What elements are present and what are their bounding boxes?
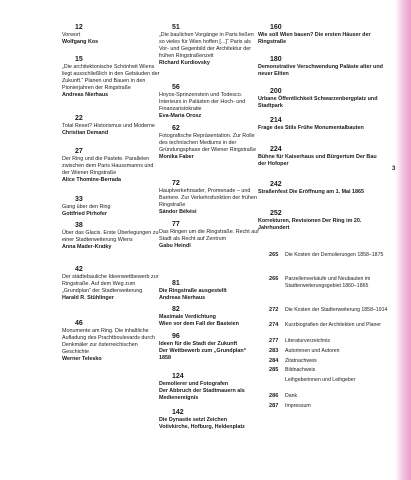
entry-author: Richard Kurdiovsky [159,59,210,66]
entry-author: Monika Faber [159,153,194,160]
entry-author: Sándor Békési [159,208,197,215]
entry-title: Der Ring und die Pastete. Parallelen zwischen dem Paris Haussmanns und der Wiener Ringstraße [62,156,154,176]
entry-author: Gottfried Pirhofer [62,210,107,217]
appendix-title: Impressum [285,403,311,409]
entry-subtitle: Der Wettbewerb zum „Grundplan“ 1858 [159,347,247,361]
entry-title: Hauptverkehrsader, Promenade – und Barriere. Zur Verkehrsfunktion der frühen Ringstraße [159,188,257,208]
entry-title: Gang über den Ring [62,204,111,210]
page-ref: 15 [75,56,83,63]
page-ref: 42 [75,266,83,273]
entry-title: Hoyos-Sprinzenstein und Todesco. Interieurs in Palästen der Hoch- und Finanzaristokratie [159,92,246,112]
page-ref: 96 [172,333,180,340]
toc-entry[interactable] [62,56,160,99]
page-edge-decoration [395,0,411,480]
page-ref: 265 [269,252,279,258]
page-ref: 242 [270,181,282,188]
toc-entry[interactable] [62,24,160,46]
appendix-title: Kurzbiografien der Architekten und Planer [285,322,382,328]
toc-entry[interactable] [62,148,160,184]
entry-title: Ideen für die Stadt der Zukunft [159,341,238,347]
entry-author: Gabu Heindl [159,242,191,249]
toc-entry[interactable] [159,280,259,302]
toc-entry[interactable] [62,222,160,251]
entry-title: Vorwort [62,32,81,38]
appendix-title: Leihgeberinnen und Leihgeber [285,377,356,383]
entry-title: Der städtebauliche Ideenwettbewerb zur Ringstraße. Auf dem Weg zum „Grundplan“ der Stadterweiterung [62,274,159,294]
toc-entry[interactable] [159,84,259,120]
page-ref: 277 [269,338,279,344]
appendix-title: Literaturverzeichnis [285,338,330,344]
toc-entry[interactable] [258,117,383,132]
toc-entry[interactable] [62,266,160,302]
toc-entry[interactable] [62,196,160,218]
page-ref: 22 [75,115,83,122]
entry-author: Andreas Nierhaus [159,294,206,301]
entry-title: „Die architektonische Schönheit Wiens liegt ausschließlich in den Gebäuden der Zukunft.“ Planen und Bauen in den Pionierjahren der Ringstraße [62,64,160,91]
entry-subtitle: Votivkirche, Hofburg, Heldenplatz [159,423,245,430]
toc-entry[interactable] [159,409,259,431]
page-ref: 252 [270,210,282,217]
page-ref: 46 [75,320,83,327]
entry-title: Die Dynastie setzt Zeichen [159,417,228,423]
entry-title: Fotografische Repräsentation. Zur Rolle des technischen Mediums in der Gründungsphase der Wiener Ringstraße [159,133,257,153]
entry-author: Eva-Maria Orosz [159,112,202,119]
entry-subtitle: Der Abbruch der Stadtmauern als Medienereignis [159,387,245,401]
entry-title: Das Ringen um die Ringstraße. Recht auf Stadt als Recht auf Zentrum [159,229,259,242]
page-ref: 56 [172,84,180,91]
page-ref: 51 [172,24,180,31]
entry-title: Frage des Stils Frühe Monumentalbauten [258,125,364,131]
page-ref: 124 [172,373,184,380]
page-ref: 77 [172,221,180,228]
appendix-title: Die Kosten der Stadterweiterung 1858–1914 [285,307,388,313]
page-ref: 274 [269,322,279,328]
toc-entry[interactable] [258,210,383,232]
entry-title: Bühne für Kaiserhaus und Bürgertum Der Bau der Hofoper [258,154,377,167]
entry-author: Anna Mader-Kratky [62,243,112,250]
entry-title: „Die baulichen Vorgänge in Paris ließen so vieles für Wien hoffen [...]“ Paris als Vor- und Gegenbild der Architektur der frühen Ringstraßenzeit [159,32,254,59]
appendix-title: Autorinnen und Autoren [285,348,340,354]
page-ref: 272 [269,307,279,313]
entry-title: Urbane Öffentlichkeit Schwarzenbergplatz und Stadtpark [258,96,378,109]
page-ref: 62 [172,125,180,132]
page-ref: 81 [172,280,180,287]
entry-author: Alice Thomine-Berrada [62,176,122,183]
toc-entry[interactable] [159,306,259,328]
page-ref: 266 [269,276,279,282]
page-ref: 142 [172,409,184,416]
appendix-title: Bildnachweis [285,367,316,373]
toc-entry[interactable] [258,88,383,110]
page-ref: 200 [270,88,282,95]
entry-subtitle: Wien vor dem Fall der Basteien [159,320,239,327]
page-ref: 27 [75,148,83,155]
page-ref: 286 [269,393,279,399]
toc-entry[interactable] [159,180,259,216]
entry-title: Die Ringstraße ausgestellt [159,288,227,294]
toc-entry[interactable] [258,146,383,168]
page-ref: 12 [75,24,83,31]
page-ref: 284 [269,358,279,364]
toc-entry[interactable] [258,24,383,46]
page-number: 3 [392,166,396,172]
entry-title: Straßenfest Die Eröffnung am 1. Mai 1865 [258,189,365,195]
entry-title: Monumente am Ring. Die inhaltliche Aufladung des Prachtboulevards durch Denkmäler zur österreichischen Geschichte [62,328,155,355]
page-ref: 33 [75,196,83,203]
entry-author: Andreas Nierhaus [62,91,109,98]
toc-entry[interactable] [62,320,160,363]
page-ref: 180 [270,56,282,63]
toc-entry[interactable] [159,333,259,362]
page-ref: 285 [269,367,279,373]
entry-title: Korrekturen, Revisionen Der Ring im 20. Jahrhundert [258,218,362,231]
entry-title: Total Reset? Historismus und Moderne [62,123,155,129]
page-ref: 287 [269,403,279,409]
page-ref: 283 [269,348,279,354]
toc-entry[interactable] [159,24,259,67]
toc-entry[interactable] [159,125,259,161]
page-ref: 224 [270,146,282,153]
entry-title: Wie soll Wien bauen? Die ersten Häuser der Ringstraße [258,32,371,45]
appendix-title: Dank [285,393,298,399]
entry-title: Über das Glacis. Erste Überlegungen zu einer Stadterweiterung Wiens [62,230,159,243]
toc-entry[interactable] [159,373,259,402]
toc-entry[interactable] [258,56,383,78]
page-ref: 214 [270,117,282,124]
entry-author: Christian Demand [62,129,109,136]
entry-author: Harald R. Stühlinger [62,294,114,301]
toc-entry[interactable] [258,181,383,196]
entry-title: Demonstrative Verschwendung Paläste alter und neuer Eliten [258,64,383,77]
toc-entry[interactable] [62,115,160,137]
page-ref: 38 [75,222,83,229]
entry-title: Maximale Verdichtung [159,314,216,320]
appendix-title: Parzellenverkäufe und Neubauten im Stadterweiterungsgebiet 1860–1865 [285,276,371,289]
page-ref: 160 [270,24,282,31]
entry-title: Demolierer und Fotografen [159,381,229,387]
entry-author: Wolfgang Kos [62,38,99,45]
appendix-title: Zitatnachweis [285,358,317,364]
page-ref: 82 [172,306,180,313]
toc-entry[interactable] [159,221,259,250]
appendix-title: Die Kosten der Demolierungen 1858–1875 [285,252,384,258]
entry-author: Werner Telesko [62,355,102,362]
page-ref: 72 [172,180,180,187]
